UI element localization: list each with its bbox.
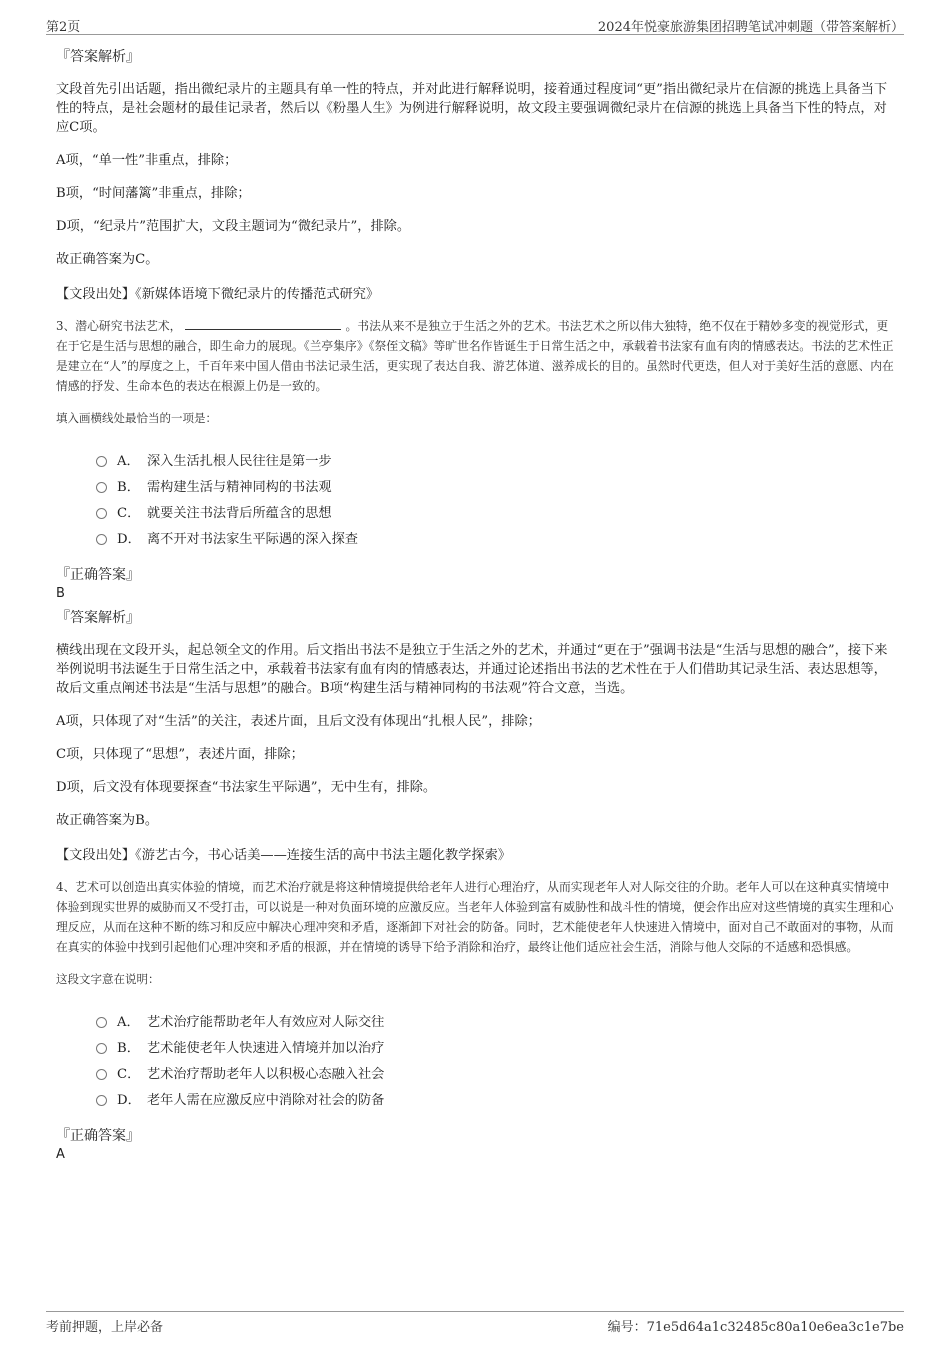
page-content — [56, 44, 896, 1162]
q4-answer-tag: 『正确答案』 — [56, 1128, 140, 1144]
q4-option-a[interactable]: A． 艺术治疗能帮助老年人有效应对人际交往 — [96, 1007, 896, 1033]
radio-icon[interactable] — [96, 508, 107, 519]
q4-option-b[interactable]: B． 艺术能使老年人快速进入情境并加以治疗 — [96, 1033, 896, 1059]
q3-option-d[interactable]: D． 离不开对书法家生平际遇的深入探查 — [96, 524, 896, 550]
q3-note-c: C项，只体现了“思想”，表述片面，排除； — [56, 747, 304, 762]
q3-option-b[interactable]: B． 需构建生活与精神同构的书法观 — [96, 472, 896, 498]
q2-analysis: 文段首先引出话题，指出微纪录片的主题具有单一性的特点，并对此进行解释说明，接着通过程度词“更”指出微纪录片在信源的挑选上具备当下性的特点，是社会题材的最佳记录者，然后以《粉墨人生》为例进行解释说明，故文段主要强调微纪录片在信源的挑选上具备当下性的特点，对应C项。 — [56, 82, 888, 135]
q3-option-a[interactable]: A． 深入生活扎根人民往往是第一步 — [96, 446, 896, 472]
radio-icon[interactable] — [96, 534, 107, 545]
q3-option-c[interactable]: C． 就要关注书法背后所蕴含的思想 — [96, 498, 896, 524]
radio-icon[interactable] — [96, 1095, 107, 1106]
q2-source: 【文段出处】《新媒体语境下微纪录片的传播范式研究》 — [56, 287, 380, 302]
q3-analysis-tag: 『答案解析』 — [56, 610, 140, 626]
document-title: 2024年悦豪旅游集团招聘笔试冲刺题（带答案解析） — [597, 20, 904, 35]
q3-blank — [185, 317, 341, 330]
page-footer — [46, 1311, 904, 1336]
radio-icon[interactable] — [96, 456, 107, 467]
q4-option-d[interactable]: D． 老年人需在应激反应中消除对社会的防备 — [96, 1085, 896, 1111]
q4-option-c[interactable]: C． 艺术治疗帮助老年人以积极心态融入社会 — [96, 1059, 896, 1085]
q3-note-d: D项，后文没有体现要探查“书法家生平际遇”，无中生有，排除。 — [56, 780, 437, 795]
q3-prompt: 填入画横线处最恰当的一项是： — [56, 411, 217, 425]
q3-analysis: 横线出现在文段开头，起总领全文的作用。后文指出书法不是独立于生活之外的艺术，并通过“更在于”强调书法是“生活与思想的融合”，接下来举例说明书法诞生于日常生活之中，承载着书法家有血有肉的情感表达，并通过论述指出书法的艺术性在于人们借助其记录生活、表达思想等，故后文重点阐述书法是“生活与思想”的融合。B项“构建生活与精神同构的书法观”符合文意，当选。 — [56, 643, 888, 696]
document-id: 编号：71e5d64a1c32485c80a10e6ea3c1e7be — [607, 1320, 904, 1335]
q4-options — [96, 1007, 896, 1111]
q4-stem: 4、艺术可以创造出真实体验的情境，而艺术治疗就是将这种情境提供给老年人进行心理治疗，从而实现老年人对人际交往的介助。老年人可以在这种真实情境中体验到现实世界的威胁而又不受打击，可以说是一种对负面环境的应激反应。当老年人体验到富有威胁性和战斗性的情境，便会作出应对这些情境的真实生理和心理反应，从而在这种不断的练习和反应中解决心理冲突和矛盾，逐渐卸下对社会的防备。同时，艺术能使老年人快速进入情境中，面对自己不敢面对的事物，从而在真实的体验中找到引起他们心理冲突和矛盾的根源，并在情境的诱导下给予消除和治疗，最终让他们适应社会生活，消除与他人交际的不适感和恐惧感。 — [56, 880, 894, 954]
page-header — [46, 14, 904, 35]
q3-stem — [56, 316, 896, 396]
q3-answer: B — [56, 586, 65, 601]
q3-stem-after: 。书法从来不是独立于生活之外的艺术。书法艺术之所以伟大独特，绝不仅在于精妙多变的视觉形式，更在于它是生活与思想的融合，即生命力的展现。《兰亭集序》《祭侄文稿》等旷世名作皆诞生于日常生活之中，承载着书法家有血有肉的情感表达。书法的艺术性正是建立在“人”的厚度之上，千百年来中国人借由书法记录生活，更实现了表达自我、游艺体道、滋养成长的目的。虽然时代更迭，但人对于美好生活的意愿、内在情感的抒发、生命本色的表达在根源上仍是一致的。 — [56, 319, 894, 393]
radio-icon[interactable] — [96, 1043, 107, 1054]
q4-answer: A — [56, 1147, 65, 1162]
q2-note-a: A项，“单一性”非重点，排除； — [56, 153, 238, 168]
q3-source: 【文段出处】《游艺古今，书心话美——连接生活的高中书法主题化教学探索》 — [56, 848, 511, 863]
q3-stem-before: 3、潜心研究书法艺术， — [56, 319, 182, 333]
q3-answer-tag: 『正确答案』 — [56, 567, 140, 583]
q2-analysis-tag: 『答案解析』 — [56, 49, 140, 65]
q3-options — [96, 446, 896, 550]
q2-note-d: D项，“纪录片”范围扩大，文段主题词为“微纪录片”，排除。 — [56, 219, 411, 234]
q2-note-b: B项，“时间藩篱”非重点，排除； — [56, 186, 251, 201]
radio-icon[interactable] — [96, 1017, 107, 1028]
radio-icon[interactable] — [96, 1069, 107, 1080]
q3-note-a: A项，只体现了对“生活”的关注，表述片面，且后文没有体现出“扎根人民”，排除； — [56, 714, 541, 729]
radio-icon[interactable] — [96, 482, 107, 493]
q3-conclusion: 故正确答案为B。 — [56, 813, 159, 828]
q4-prompt: 这段文字意在说明： — [56, 972, 160, 986]
q2-conclusion: 故正确答案为C。 — [56, 252, 159, 267]
page-number: 第2页 — [46, 20, 81, 35]
footer-slogan: 考前押题，上岸必备 — [46, 1320, 164, 1335]
